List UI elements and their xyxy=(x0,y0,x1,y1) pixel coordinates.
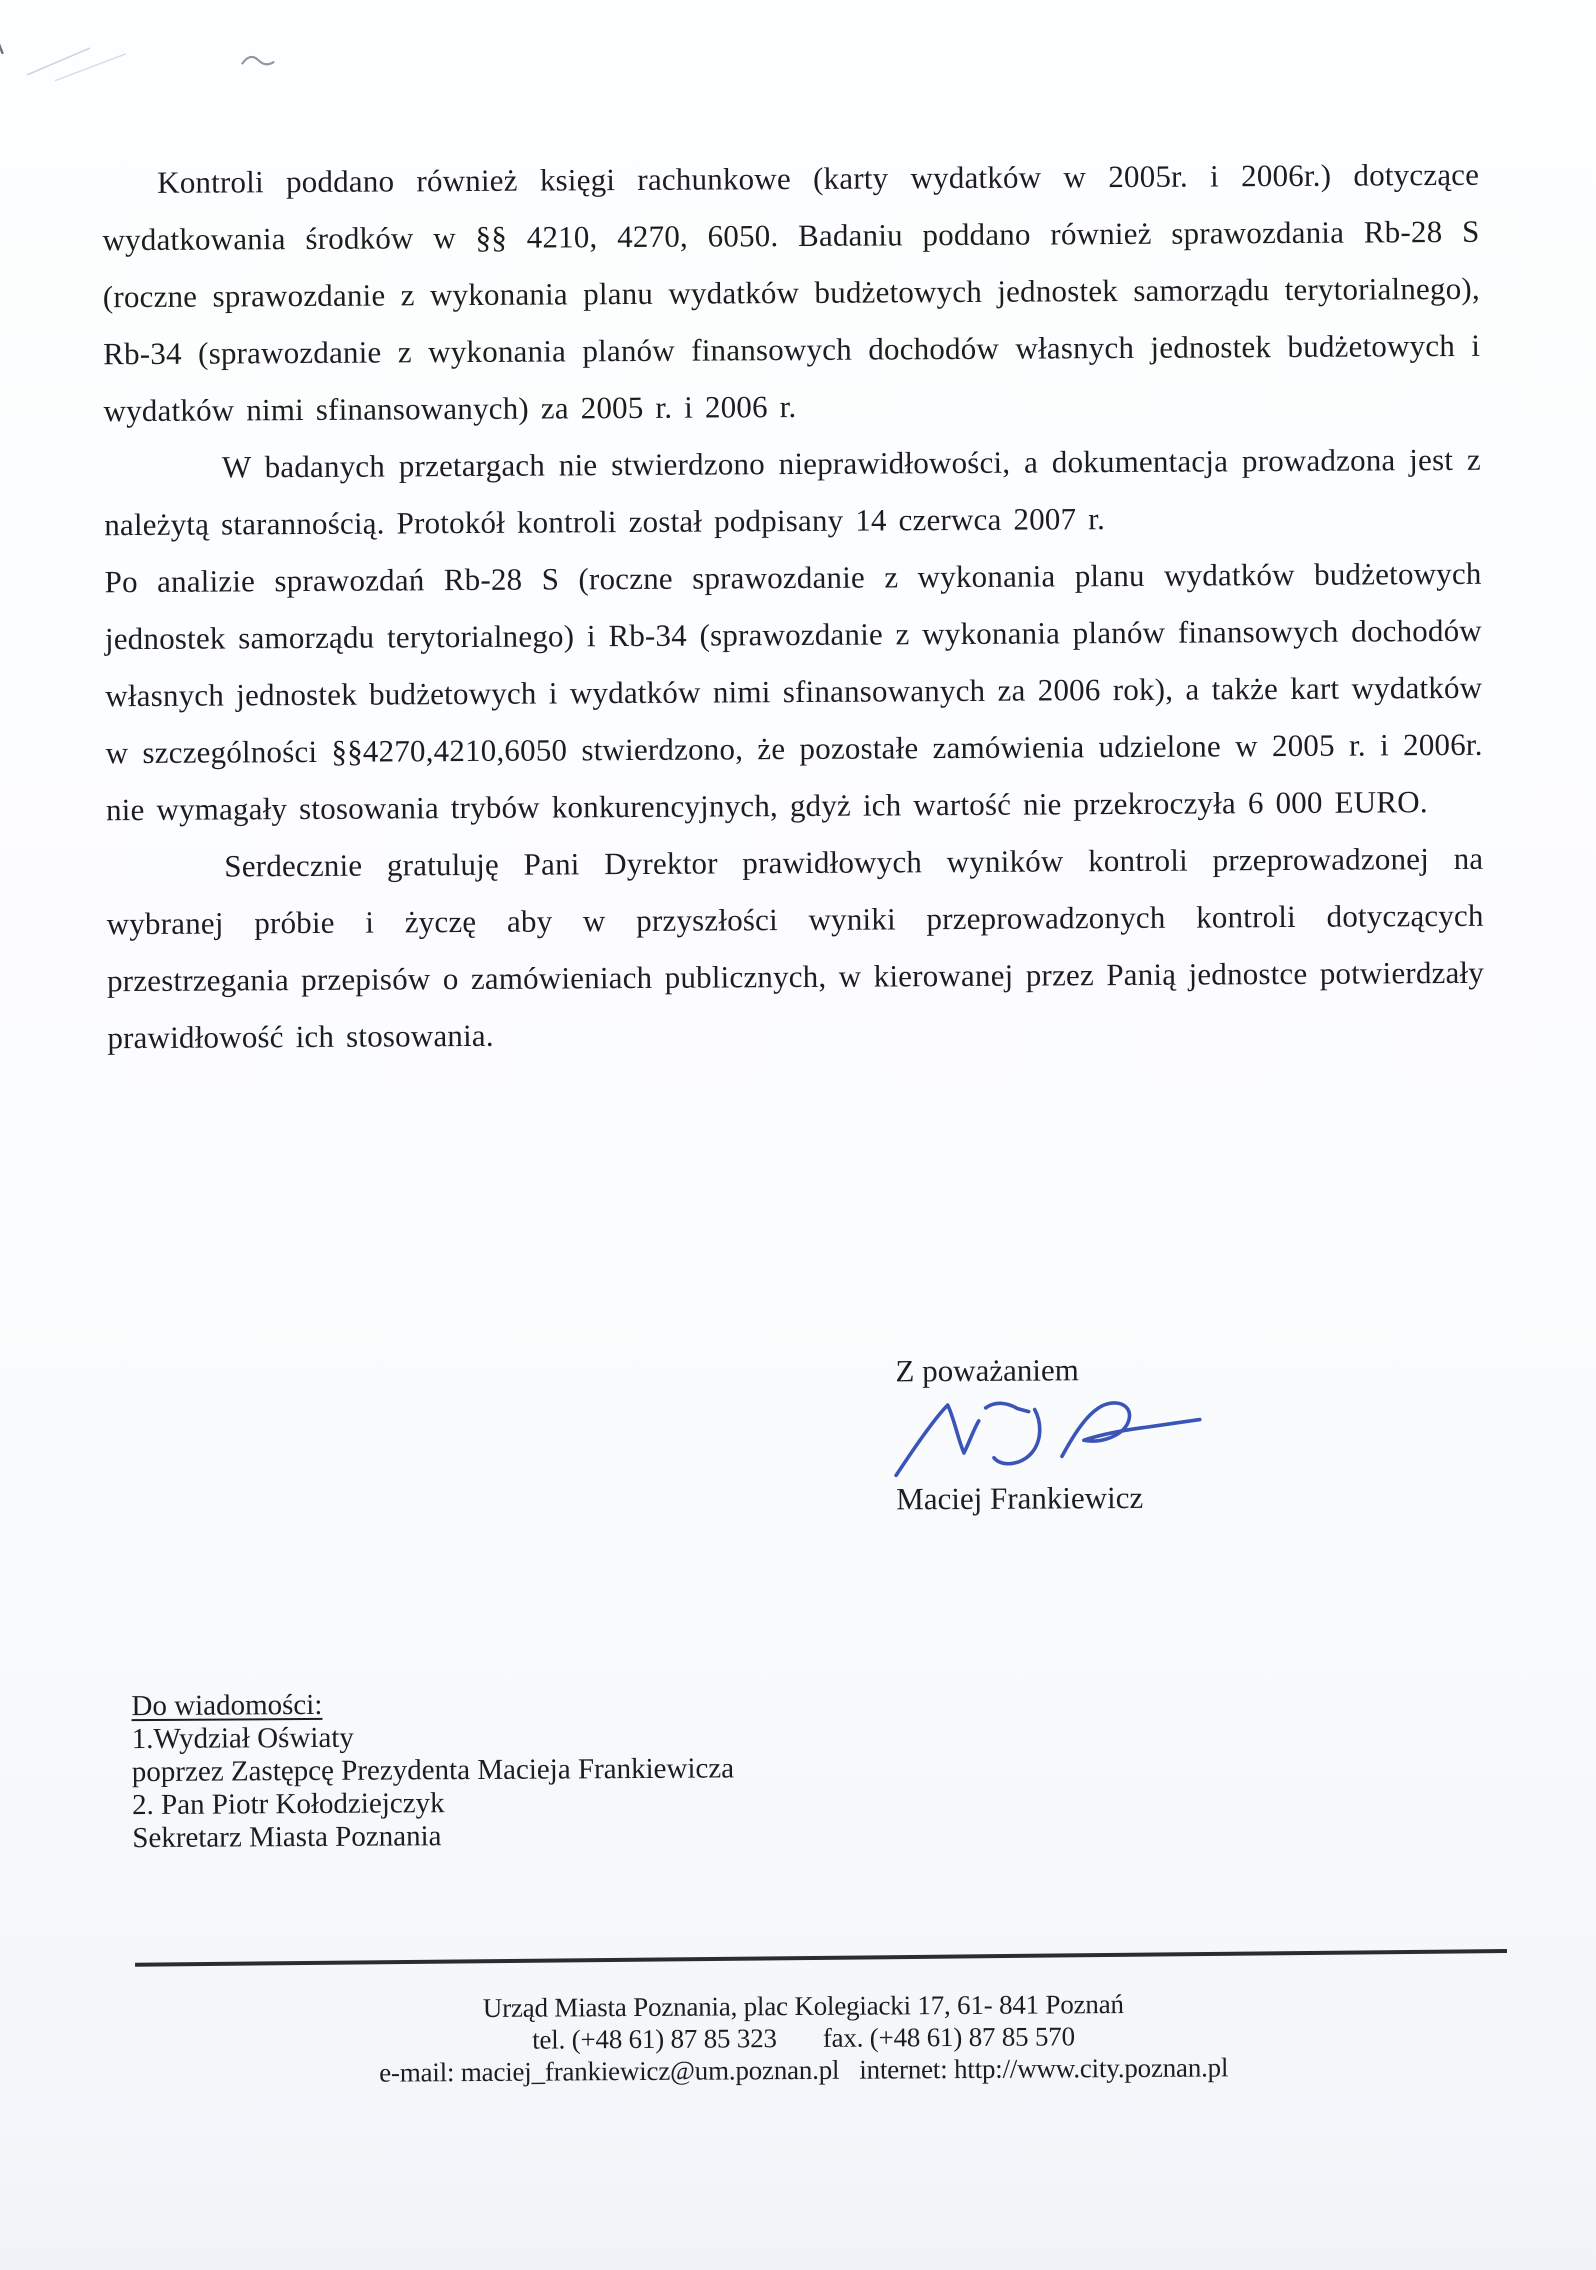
footer-address: Urząd Miasta Poznania, plac Kolegiacki 17, 61- 841 Poznań xyxy=(482,1989,1124,2023)
cc-line-recipient-1: 1.Wydział Oświaty xyxy=(131,1721,354,1756)
cc-block xyxy=(131,1686,734,1855)
body-paragraph-findings: W badanych przetargach nie stwierdzono nieprawidłowości, a dokumentacja prowadzona jest z należytą starannością. Protokół kontroli został podpisany 14 czerwca 2007 r. xyxy=(104,441,1481,543)
body-paragraph-congratulations: Serdecznie gratuluję Pani Dyrektor prawidłowych wyników kontroli przeprowadzonej na wybranej próbie i życzę aby w przyszłości wyniki przeprowadzonych kontroli dotyczących przestrzegania przepisów o zamówieniach publicznych, w kierowanej przez Panią jednostce potwierdzały prawidłowość ich stosowania. xyxy=(106,840,1485,1056)
body-paragraph-audit-scope: Kontroli poddano również księgi rachunkowe (karty wydatków w 2005r. i 2006r.) dotyczące wydatkowania środków w §§ 4210, 4270, 6050. Badaniu poddano również sprawozdania Rb-28 S (roczne sprawozdanie z wykonania planu wydatków budżetowych jednostek samorządu terytorialnego), Rb-34 (sprawozdanie z wykonania planów finansowych dochodów własnych jednostek budżetowych i wydatków nimi sfinansowanych) za 2005 r. i 2006 r. xyxy=(102,156,1481,429)
signer-name: Maciej Frankiewicz xyxy=(896,1479,1144,1517)
cc-line-via: poprzez Zastępcę Prezydenta Macieja Frankiewicza xyxy=(131,1752,735,1789)
body-paragraph-analysis: Po analizie sprawozdań Rb-28 S (roczne sprawozdanie z wykonania planu wydatków budżetowych jednostek samorządu terytorialnego) i Rb-34 (sprawozdanie z wykonania planów finansowych dochodów własnych jednostek budżetowych i wydatków nimi sfinansowanych za 2006 rok), a także kart wydatków w szczególności §§4270,4210,6050 stwierdzono, że pozostałe zamówienia udzielone w 2005 r. i 2006r. nie wymagały stosowania trybów konkurencyjnych, gdyż ich wartość nie przekroczyła 6 000 EURO. xyxy=(104,555,1483,828)
footer-tel: tel. (+48 61) 87 85 323 xyxy=(532,2023,777,2055)
footer-email: e-mail: maciej_frankiewicz@um.poznan.pl xyxy=(379,2054,840,2088)
footer-contact-block xyxy=(5,1985,1596,2091)
footer-rule xyxy=(135,1949,1507,1967)
cc-heading: Do wiadomości: xyxy=(131,1688,323,1723)
footer-fax: fax. (+48 61) 87 85 570 xyxy=(822,2021,1075,2053)
handwritten-signature-icon xyxy=(882,1394,1205,1482)
letter-body xyxy=(102,146,1485,1066)
cc-line-recipient-2-title: Sekretarz Miasta Poznania xyxy=(132,1820,442,1855)
footer-internet: internet: http://www.city.poznan.pl xyxy=(859,2052,1229,2085)
scan-smudge-icon xyxy=(0,25,294,97)
closing-salutation: Z poważaniem xyxy=(895,1352,1079,1389)
cc-line-recipient-2: 2. Pan Piotr Kołodziejczyk xyxy=(131,1787,445,1822)
closing-block xyxy=(881,1349,1242,1519)
